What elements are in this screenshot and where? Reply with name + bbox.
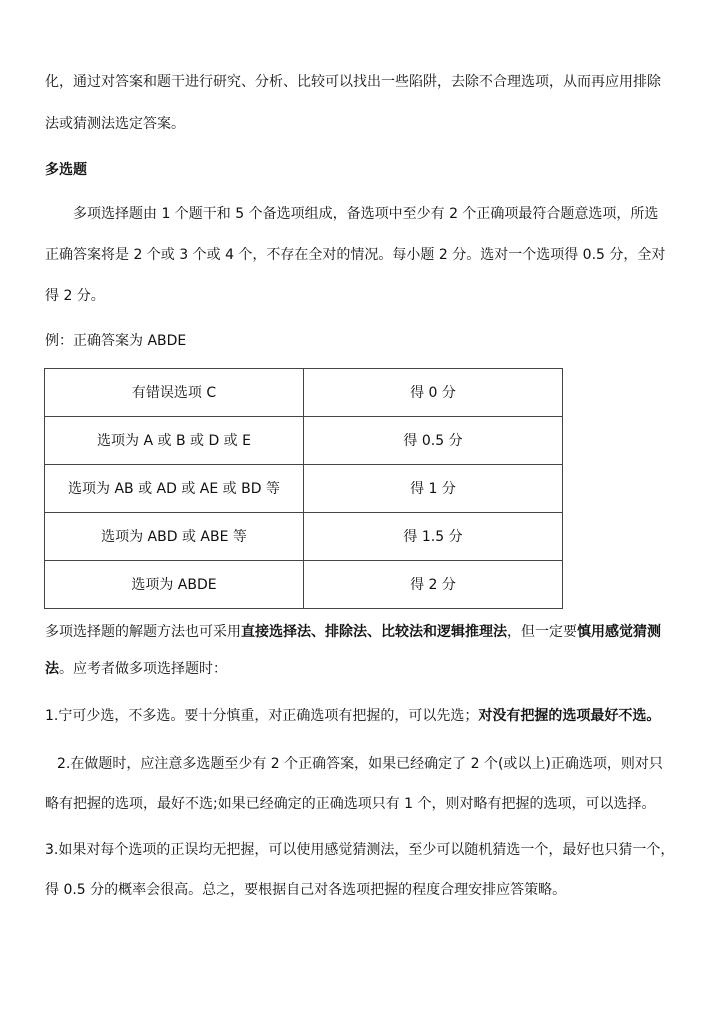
intro-line-2: 法或猜测法选定答案。 — [45, 116, 185, 132]
method-text: 多项选择题的解题方法也可采用 — [45, 624, 241, 640]
scoring-table — [44, 368, 563, 609]
method-line-1 — [45, 622, 661, 642]
table-row — [45, 369, 563, 417]
selection-cell: 选项为 ABD 或 ABE 等 — [45, 513, 304, 561]
method-emphasis: 直接选择法、排除法、比较法和逻辑推理法 — [241, 624, 507, 640]
tip-1-emphasis: 对没有把握的选项最好不选。 — [478, 708, 661, 724]
score-cell: 得 0 分 — [304, 369, 563, 417]
method-text: ，但一定要 — [507, 624, 577, 640]
intro-line-1: 化，通过对答案和题干进行研究、分析、比较可以找出一些陷阱，去除不合理选项，从而再应用排除 — [45, 74, 661, 90]
table-row — [45, 513, 563, 561]
tip-3-line-2: 得 0.5 分的概率会很高。总之，要根据自己对各选项把握的程度合理安排应答策略。 — [45, 882, 567, 898]
method-warning-end: 法 — [45, 661, 59, 677]
method-line-2 — [45, 659, 227, 679]
selection-cell: 有错误选项 C — [45, 369, 304, 417]
table-row — [45, 417, 563, 465]
description-line-1: 多项选择题由 1 个题干和 5 个备选项组成，备选项中至少有 2 个正确项最符合题意选项，所选 — [73, 206, 659, 222]
table-row — [45, 561, 563, 609]
score-cell: 得 2 分 — [304, 561, 563, 609]
selection-cell: 选项为 ABDE — [45, 561, 304, 609]
tip-2-line-1: 2.在做题时，应注意多选题至少有 2 个正确答案，如果已经确定了 2 个(或以上)正确选项，则对只 — [57, 756, 663, 772]
method-warning: 慎用感觉猜测 — [577, 624, 661, 640]
description-line-2: 正确答案将是 2 个或 3 个或 4 个，不存在全对的情况。每小题 2 分。选对一个选项得 0.5 分，全对 — [45, 247, 666, 263]
score-cell: 得 0.5 分 — [304, 417, 563, 465]
selection-cell: 选项为 AB 或 AD 或 AE 或 BD 等 — [45, 465, 304, 513]
description-line-3: 得 2 分。 — [45, 288, 105, 304]
tip-3-line-1: 3.如果对每个选项的正误均无把握，可以使用感觉猜测法，至少可以随机猜选一个，最好也只猜一个， — [45, 842, 675, 858]
tip-1-text: 1.宁可少选，不多选。要十分慎重，对正确选项有把握的，可以先选； — [45, 708, 479, 724]
score-cell: 得 1 分 — [304, 465, 563, 513]
score-cell: 得 1.5 分 — [304, 513, 563, 561]
method-text: 。应考者做多项选择题时： — [59, 661, 227, 677]
tip-1 — [45, 706, 660, 726]
table-row — [45, 465, 563, 513]
section-heading: 多选题 — [45, 162, 87, 178]
tip-2-line-2: 略有把握的选项，最好不选;如果已经确定的正确选项只有 1 个，则对略有把握的选项，可以选择。 — [45, 796, 656, 812]
selection-cell: 选项为 A 或 B 或 D 或 E — [45, 417, 304, 465]
example-label: 例：正确答案为 ABDE — [45, 333, 187, 349]
